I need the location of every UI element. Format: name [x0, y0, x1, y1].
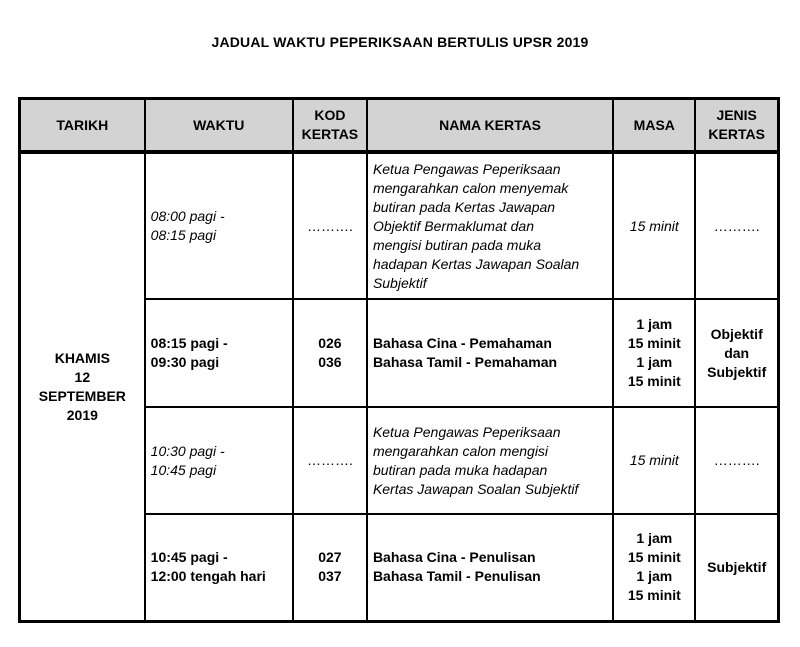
- kod-value: 036: [318, 354, 342, 370]
- header-kod-line1: KOD: [314, 107, 346, 123]
- table-row: [20, 152, 779, 299]
- nama-line: Ketua Pengawas Peperiksaan: [372, 423, 561, 440]
- waktu-cell: [145, 514, 293, 621]
- header-jenis-kertas: [695, 99, 778, 153]
- nama-line: hadapan Kertas Jawapan Soalan: [372, 255, 580, 272]
- nama-cell: [367, 514, 613, 621]
- jenis-cell: ……….: [695, 152, 778, 299]
- tarikh-day: KHAMIS: [54, 349, 110, 366]
- kod-value: 027: [318, 549, 342, 566]
- masa-cell: 15 minit: [613, 407, 695, 514]
- nama-line: mengarahkan calon menyemak: [372, 179, 569, 196]
- masa-value: [628, 353, 681, 391]
- jenis-cell: Subjektif: [695, 514, 778, 621]
- tarikh-year: 2019: [66, 406, 98, 423]
- jenis-line: Objektif: [710, 325, 763, 342]
- nama-cell: [367, 299, 613, 407]
- nama-value: Bahasa Tamil - Penulisan: [372, 568, 541, 585]
- masa-minutes: 15 minit: [627, 587, 681, 604]
- document-title: JADUAL WAKTU PEPERIKSAAN BERTULIS UPSR 2019: [211, 34, 589, 50]
- kod-cell: ……….: [293, 407, 367, 514]
- masa-minutes: 15 minit: [627, 373, 681, 389]
- tarikh-date: 12: [74, 368, 91, 385]
- kod-value: 037: [318, 568, 342, 585]
- header-masa: MASA: [613, 99, 695, 153]
- nama-value: Bahasa Cina - Penulisan: [372, 549, 536, 566]
- header-kod-kertas: [293, 99, 367, 153]
- header-waktu: WAKTU: [145, 99, 293, 153]
- masa-value: [628, 315, 681, 353]
- kod-cell: [293, 514, 367, 621]
- jenis-line: dan: [724, 344, 750, 361]
- waktu-cell: [145, 407, 293, 514]
- waktu-start: 10:30 pagi -: [150, 442, 225, 459]
- nama-line: Subjektif: [372, 274, 427, 291]
- masa-hours: 1 jam: [636, 530, 673, 547]
- waktu-end: 09:30 pagi: [150, 354, 220, 370]
- nama-cell: [367, 152, 613, 299]
- nama-value: Bahasa Tamil - Pemahaman: [372, 354, 558, 370]
- jenis-cell: [695, 299, 778, 407]
- waktu-end: 12:00 tengah hari: [150, 568, 266, 585]
- waktu-end: 10:45 pagi: [150, 461, 217, 478]
- nama-line: Ketua Pengawas Peperiksaan: [372, 160, 561, 177]
- waktu-start: 08:00 pagi -: [150, 208, 225, 224]
- masa-cell: [613, 514, 695, 621]
- header-tarikh: TARIKH: [20, 99, 145, 153]
- masa-cell: 15 minit: [613, 152, 695, 299]
- nama-line: Kertas Jawapan Soalan Subjektif: [372, 480, 579, 497]
- nama-line: mengarahkan calon mengisi: [372, 442, 549, 459]
- nama-line: Objektif Bermaklumat dan: [372, 217, 535, 234]
- header-nama-kertas: NAMA KERTAS: [367, 99, 613, 153]
- header-kod-line2: KERTAS: [301, 126, 359, 142]
- nama-line: butiran pada Kertas Jawapan: [372, 198, 556, 215]
- header-jenis-line2: KERTAS: [708, 126, 765, 142]
- masa-minutes: 15 minit: [627, 335, 681, 351]
- header-jenis-line1: JENIS: [716, 107, 757, 123]
- waktu-end: 08:15 pagi: [150, 227, 217, 243]
- masa-hours: 1 jam: [636, 316, 673, 332]
- nama-value: Bahasa Cina - Pemahaman: [372, 335, 552, 351]
- jenis-line: Subjektif: [707, 363, 767, 380]
- waktu-start: 10:45 pagi -: [150, 549, 228, 566]
- exam-timetable: [18, 97, 780, 623]
- tarikh-month: SEPTEMBER: [38, 387, 126, 404]
- nama-line: mengisi butiran pada muka: [372, 236, 542, 253]
- kod-cell: ……….: [293, 152, 367, 299]
- jenis-cell: ……….: [695, 407, 778, 514]
- waktu-start: 08:15 pagi -: [150, 335, 228, 351]
- waktu-cell: [145, 299, 293, 407]
- masa-cell: [613, 299, 695, 407]
- masa-hours: 1 jam: [636, 354, 673, 370]
- masa-minutes: 15 minit: [627, 549, 681, 566]
- header-row: [20, 99, 779, 153]
- masa-hours: 1 jam: [636, 568, 673, 585]
- nama-cell: [367, 407, 613, 514]
- kod-cell: [293, 299, 367, 407]
- masa-value: [628, 529, 681, 567]
- tarikh-cell: [20, 152, 145, 621]
- nama-line: butiran pada muka hadapan: [372, 461, 548, 478]
- waktu-cell: [145, 152, 293, 299]
- masa-value: [628, 567, 681, 605]
- kod-value: 026: [318, 335, 342, 351]
